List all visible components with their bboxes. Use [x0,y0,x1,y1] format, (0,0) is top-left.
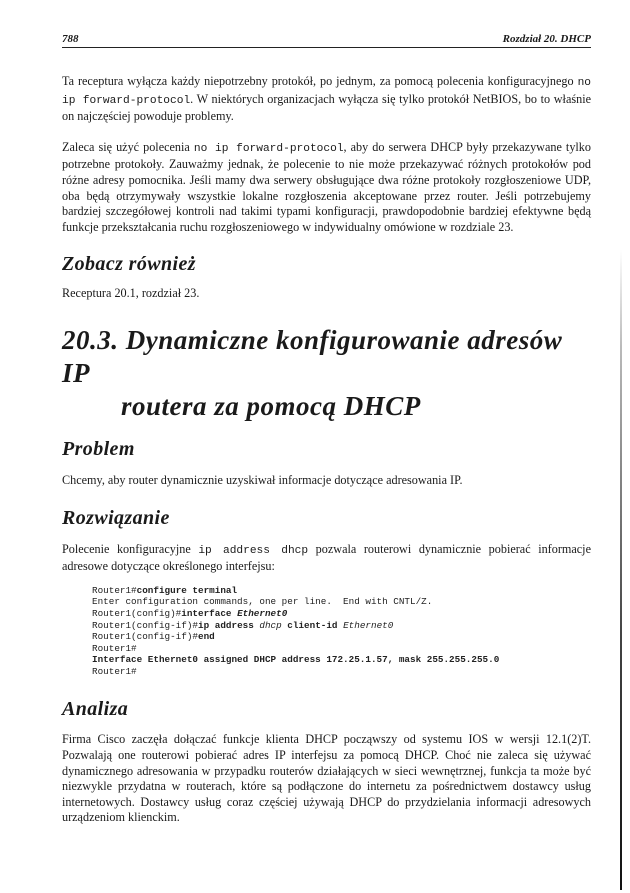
code-block [92,585,591,678]
solution-text: Polecenie konfiguracyjne ip address dhcp pozwala routerowi dynamicznie pobierać informacje adresowe dotyczące określonego interfejsu: [62,541,591,574]
inline-code: ip address dhcp [198,544,309,557]
section-number: 20.3. [62,324,119,355]
section-title-line-1: Dynamiczne konfigurowanie adresów IP [62,324,563,388]
code-line: Router1(config-if)#end [92,631,215,643]
page-number: 788 [62,33,79,45]
code-line: Router1#configure terminal [92,584,238,596]
intro-paragraph-1: Ta receptura wyłącza każdy niepotrzebny protokół, po jednym, za pomocą polecenia konfiguracyjnego no ip forward-protocol. W niektórych organizacjach wyłącza się tylko protokół NetBIOS, bo to właśnie on najczęściej powoduje problemy. [62,74,591,124]
section-title [62,324,591,423]
see-also-text: Receptura 20.1, rozdział 23. [62,286,200,301]
analysis-heading: Analiza [62,698,129,721]
book-page [62,33,591,826]
problem-text: Chcemy, aby router dynamicznie uzyskiwał informacje dotyczące adresowania IP. [62,472,463,487]
code-line: Interface Ethernet0 assigned DHCP address 172.25.1.57, mask 255.255.255.0 [92,654,500,666]
inline-code: no ip forward-protocol [62,77,591,107]
section-title-line-2: routera za pomocą DHCP [121,390,421,421]
inline-code: no ip forward-protocol [193,142,344,155]
intro-paragraph-2: Zaleca się użyć polecenia no ip forward-protocol, aby do serwera DHCP były przekazywane tylko potrzebne protokoły. Zauważmy jednak, że polecenie to nie może przekazywać różnych protokołów pod różne adresy pomocnika. Jeśli mamy dwa serwery obsługujące dwa różne protokoły rozgłoszeniowe UDP, oba będą otrzymywały wszystkie lokalne rozgłoszenia akceptowane przez router. Jeśli potrzebujemy bardziej szczegółowej kontroli nad takimi typami konfiguracji, prawdopodobnie bardziej efektywne będą funkcje przekształcania ruchu rozgłoszeniowego w indywidualny omówione w rozdziale 23. [62,139,591,234]
analysis-text: Firma Cisco zaczęła dołączać funkcje klienta DHCP począwszy od systemu IOS w wersji 12.1(2)T. Pozwalają one routerowi pobierać adres IP interfejsu za pomocą DHCP. Choć nie zaleca się używać dynamicznego adresowania w przypadku routerów działających w sieci wewnętrznej, funkcja ta może być niezwykle przydatna w routerach, które są podłączone do internetu za pośrednictwem dostawcy usług internetowych. Dostawcy usług coraz częściej używają DHCP do przydzielania informacji adresowych urządzeniom klienckim. [62,732,591,825]
scan-edge-shadow [620,250,622,890]
problem-heading: Problem [62,437,135,460]
code-line: Router1(config)#interface Ethernet0 [92,607,288,619]
page-header [62,33,591,48]
solution-heading: Rozwiązanie [62,506,170,529]
code-line: Enter configuration commands, one per line. End with CNTL/Z. [92,596,433,608]
see-also-heading: Zobacz również [62,253,196,276]
code-line: Router1# [92,665,137,677]
chapter-title: Rozdział 20. DHCP [502,33,591,45]
code-line: Router1(config-if)#ip address dhcp client-id Ethernet0 [92,619,394,631]
code-line: Router1# [92,642,137,654]
